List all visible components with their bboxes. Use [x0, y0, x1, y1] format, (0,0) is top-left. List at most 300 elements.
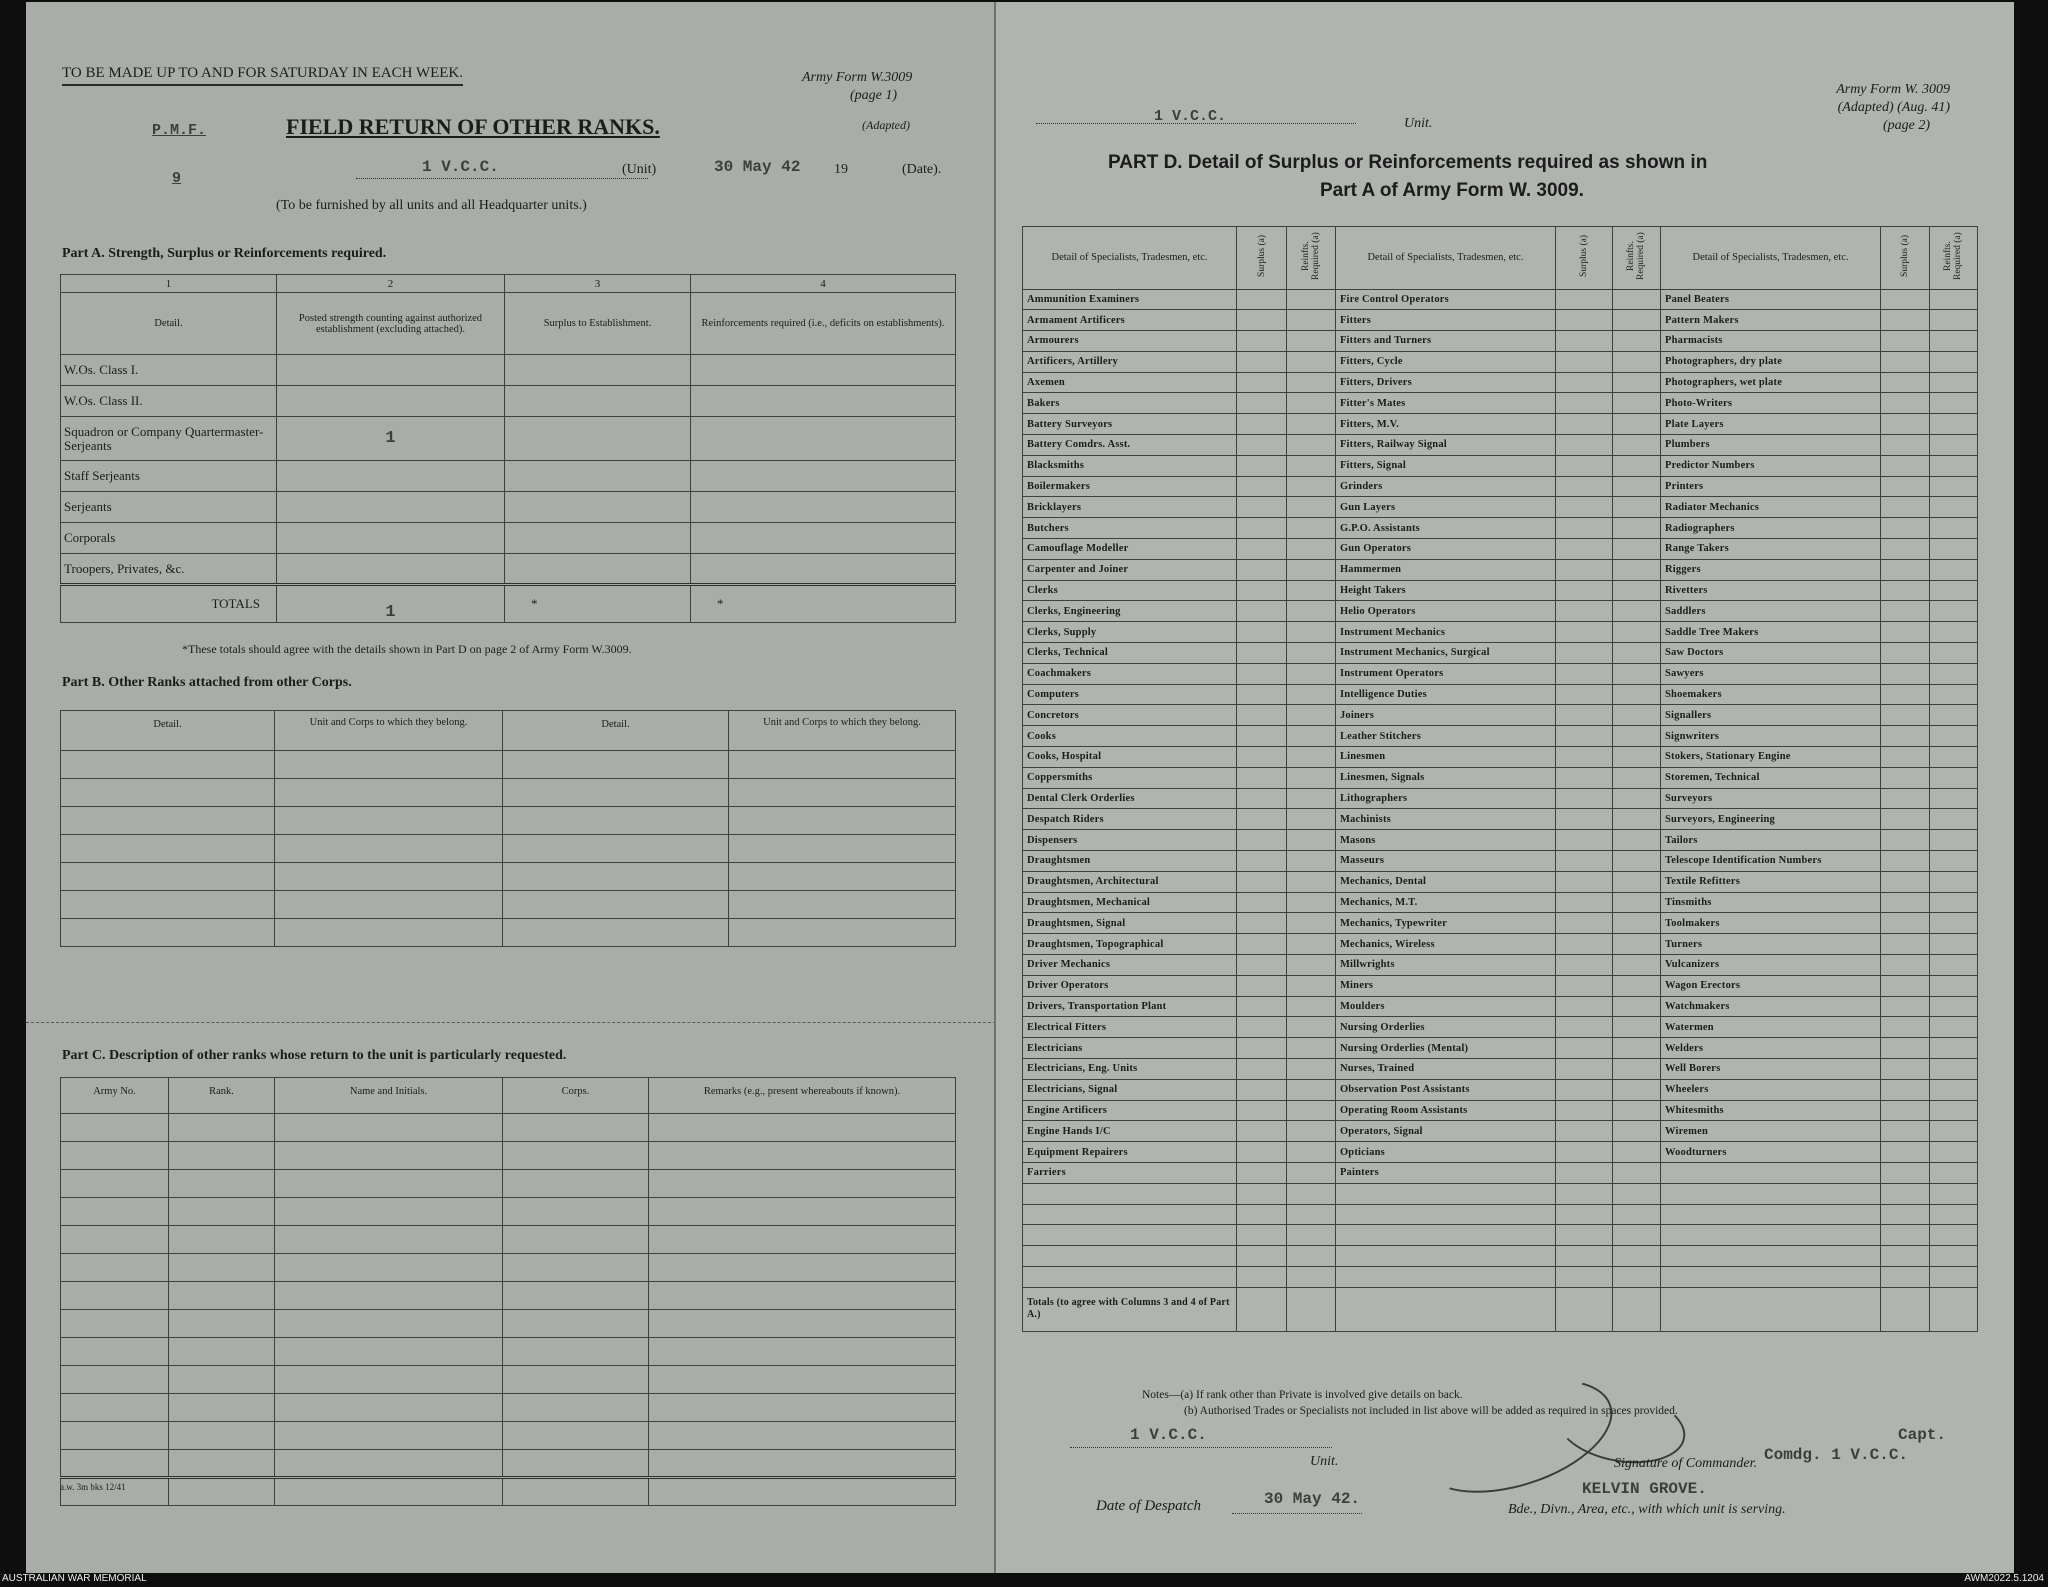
surplus-cell: [1556, 726, 1613, 747]
part-d-row: [1023, 1038, 1978, 1059]
typed-capt: Capt.: [1898, 1426, 1947, 1444]
part-d-blank-cell: [1929, 1225, 1978, 1246]
specialist-name: Vulcanizers: [1660, 955, 1880, 976]
reinfts-cell: [1612, 892, 1660, 913]
specialist-name: Draughtsmen, Mechanical: [1023, 892, 1237, 913]
reinfts-cell: [1287, 809, 1335, 830]
surplus-cell: [1556, 996, 1613, 1017]
specialist-name: Fitters and Turners: [1335, 331, 1555, 352]
specialist-name: Axemen: [1023, 372, 1237, 393]
reinfts-cell: [1612, 1121, 1660, 1142]
part-c-cell: [169, 1422, 275, 1450]
part-c-cell: [503, 1282, 649, 1310]
row-detail: W.Os. Class I.: [61, 355, 277, 386]
part-b-cell: [503, 779, 729, 807]
row-surplus: [505, 355, 691, 386]
reinfts-cell: [1929, 497, 1978, 518]
row-reinforcements: [691, 386, 956, 417]
specialist-name: Linesmen, Signals: [1335, 767, 1555, 788]
signature-caption: Signature of Commander.: [1614, 1456, 1757, 1471]
specialist-name: Photographers, dry plate: [1660, 351, 1880, 372]
surplus-cell: [1237, 476, 1287, 497]
surplus-cell: [1237, 809, 1287, 830]
part-a-table: [60, 274, 956, 623]
adapted-label: (Adapted): [862, 118, 910, 132]
specialist-name: Gun Layers: [1335, 497, 1555, 518]
reinfts-cell: [1929, 684, 1978, 705]
col-header-reinfts: Reinfts. Required (a): [1612, 227, 1660, 290]
reinfts-cell: [1929, 539, 1978, 560]
totals-reinforcements: *: [691, 585, 956, 623]
specialist-name: Pharmacists: [1660, 331, 1880, 352]
reinfts-cell: [1612, 1142, 1660, 1163]
part-c-cell: [275, 1310, 503, 1338]
part-d-row: [1023, 1162, 1978, 1183]
surplus-cell: [1237, 1100, 1287, 1121]
part-d-row: [1023, 934, 1978, 955]
part-b-cell: [275, 919, 503, 947]
reinfts-cell: [1929, 622, 1978, 643]
surplus-cell: [1556, 1038, 1613, 1059]
specialist-name: Operating Room Assistants: [1335, 1100, 1555, 1121]
part-b-cell: [503, 835, 729, 863]
part-d-blank-cell: [1881, 1225, 1929, 1246]
surplus-cell: [1881, 372, 1929, 393]
specialist-name: Wiremen: [1660, 1121, 1880, 1142]
reinfts-cell: [1287, 289, 1335, 310]
specialist-name: Watchmakers: [1660, 996, 1880, 1017]
row-reinforcements: [691, 355, 956, 386]
reinfts-cell: [1612, 726, 1660, 747]
surplus-cell: [1881, 1121, 1929, 1142]
surplus-cell: [1881, 497, 1929, 518]
reinfts-cell: [1929, 726, 1978, 747]
surplus-cell: [1556, 601, 1613, 622]
reinfts-cell: [1929, 580, 1978, 601]
part-c-cell: [649, 1366, 956, 1394]
surplus-cell: [1237, 663, 1287, 684]
reinfts-cell: [1287, 331, 1335, 352]
reinfts-cell: [1612, 788, 1660, 809]
specialist-name: Signwriters: [1660, 726, 1880, 747]
part-d-row: [1023, 643, 1978, 664]
reinfts-cell: [1287, 1162, 1335, 1183]
form-ref-page: (page 2): [1882, 118, 1930, 133]
part-b-cell: [503, 751, 729, 779]
row-detail: Serjeants: [61, 492, 277, 523]
surplus-cell: [1237, 455, 1287, 476]
specialist-name: Textile Refitters: [1660, 871, 1880, 892]
reinfts-cell: [1612, 1038, 1660, 1059]
specialist-name: Fitters, Railway Signal: [1335, 435, 1555, 456]
specialist-name: Fitters, Signal: [1335, 455, 1555, 476]
part-d-row: [1023, 1121, 1978, 1142]
col-header-corps: Corps.: [503, 1078, 649, 1114]
specialist-name: Wheelers: [1660, 1079, 1880, 1100]
part-d-blank-cell: [1287, 1204, 1335, 1225]
surplus-cell: [1881, 601, 1929, 622]
specialist-name: Storemen, Technical: [1660, 767, 1880, 788]
reinfts-cell: [1287, 643, 1335, 664]
col-header-unit-corps: Unit and Corps to which they belong.: [275, 711, 503, 751]
reinfts-cell: [1929, 414, 1978, 435]
part-c-cell: [649, 1478, 956, 1506]
reinfts-cell: [1287, 351, 1335, 372]
specialist-name: Nursing Orderlies: [1335, 1017, 1555, 1038]
part-d-row: [1023, 955, 1978, 976]
specialist-name: Dispensers: [1023, 830, 1237, 851]
specialist-name: Instrument Mechanics: [1335, 622, 1555, 643]
surplus-cell: [1556, 435, 1613, 456]
surplus-cell: [1556, 913, 1613, 934]
col-header-posted: Posted strength counting against authorized establishment (excluding attached).: [277, 293, 505, 355]
specialist-name: Hammermen: [1335, 559, 1555, 580]
reinfts-cell: [1612, 851, 1660, 872]
specialist-name: Nurses, Trained: [1335, 1058, 1555, 1079]
specialist-name: Mechanics, Dental: [1335, 871, 1555, 892]
specialist-name: Fitters: [1335, 310, 1555, 331]
part-c-cell: [275, 1338, 503, 1366]
surplus-cell: [1556, 622, 1613, 643]
surplus-cell: [1556, 393, 1613, 414]
part-b-cell: [275, 807, 503, 835]
reinfts-cell: [1612, 476, 1660, 497]
surplus-cell: [1237, 747, 1287, 768]
surplus-cell: [1881, 1058, 1929, 1079]
specialist-name: Gun Operators: [1335, 539, 1555, 560]
surplus-cell: [1881, 289, 1929, 310]
specialist-name: Intelligence Duties: [1335, 684, 1555, 705]
specialist-name: Despatch Riders: [1023, 809, 1237, 830]
specialist-name: Grinders: [1335, 476, 1555, 497]
reinfts-cell: [1287, 1142, 1335, 1163]
reinfts-cell: [1929, 871, 1978, 892]
part-c-cell: [61, 1450, 169, 1478]
reinfts-cell: [1612, 372, 1660, 393]
totals-label: TOTALS: [61, 585, 277, 623]
specialist-name: Printers: [1660, 476, 1880, 497]
part-c-cell: [649, 1114, 956, 1142]
specialist-name: Engine Artificers: [1023, 1100, 1237, 1121]
reinfts-cell: [1929, 663, 1978, 684]
despatch-label: Date of Despatch: [1096, 1498, 1201, 1514]
reinfts-cell: [1612, 1017, 1660, 1038]
totals-label: Totals (to agree with Columns 3 and 4 of Part A.): [1023, 1287, 1237, 1331]
reinfts-cell: [1929, 1100, 1978, 1121]
part-d-blank-cell: [1287, 1225, 1335, 1246]
part-d-blank-cell: [1660, 1266, 1880, 1287]
part-d-row: [1023, 747, 1978, 768]
surplus-cell: [1237, 1121, 1287, 1142]
part-c-cell: [649, 1450, 956, 1478]
surplus-cell: [1556, 1058, 1613, 1079]
reinfts-cell: [1612, 331, 1660, 352]
reinfts-cell: [1929, 1079, 1978, 1100]
totals-cell: [1929, 1287, 1978, 1331]
part-c-cell: [503, 1478, 649, 1506]
part-d-row: [1023, 372, 1978, 393]
reinfts-cell: [1287, 497, 1335, 518]
reinfts-cell: [1612, 767, 1660, 788]
part-d-blank-cell: [1287, 1266, 1335, 1287]
part-d-blank-cell: [1612, 1183, 1660, 1204]
part-d-blank-cell: [1612, 1225, 1660, 1246]
part-d-row: [1023, 559, 1978, 580]
totals-cell: [1612, 1287, 1660, 1331]
part-c-cell: [275, 1170, 503, 1198]
part-c-cell: [649, 1226, 956, 1254]
specialist-name: Cooks, Hospital: [1023, 747, 1237, 768]
specialist-name: Sawyers: [1660, 663, 1880, 684]
part-c-cell: [275, 1394, 503, 1422]
specialist-name: Whitesmiths: [1660, 1100, 1880, 1121]
row-surplus: [505, 554, 691, 585]
reinfts-cell: [1929, 851, 1978, 872]
reinfts-cell: [1612, 539, 1660, 560]
part-d-table: [1022, 226, 1978, 1332]
surplus-cell: [1881, 518, 1929, 539]
specialist-name: Ammunition Examiners: [1023, 289, 1237, 310]
reinfts-cell: [1929, 643, 1978, 664]
part-b-cell: [729, 779, 956, 807]
specialist-name: Draughtsmen, Architectural: [1023, 871, 1237, 892]
reinfts-cell: [1612, 705, 1660, 726]
specialist-name: Driver Mechanics: [1023, 955, 1237, 976]
part-d-row: [1023, 331, 1978, 352]
part-c-cell: [503, 1338, 649, 1366]
specialist-name: Machinists: [1335, 809, 1555, 830]
reinfts-cell: [1929, 331, 1978, 352]
part-d-blank-cell: [1335, 1183, 1555, 1204]
reinfts-cell: [1929, 518, 1978, 539]
specialist-name: Linesmen: [1335, 747, 1555, 768]
part-d-row: [1023, 518, 1978, 539]
surplus-cell: [1237, 1162, 1287, 1183]
row-surplus: [505, 523, 691, 554]
part-d-blank-row: [1023, 1246, 1978, 1267]
totals-cell: [1660, 1287, 1880, 1331]
surplus-cell: [1237, 830, 1287, 851]
note-b: (b) Authorised Trades or Specialists not included in list above will be added as required in spaces provided.: [1184, 1405, 1678, 1417]
row-posted: [277, 554, 505, 585]
page-title-line2: Part A of Army Form W. 3009.: [1320, 180, 1584, 201]
reinfts-cell: [1612, 1162, 1660, 1183]
specialist-name: Masons: [1335, 830, 1555, 851]
part-a-heading: Part A. Strength, Surplus or Reinforcements required.: [62, 246, 387, 261]
reinfts-cell: [1929, 809, 1978, 830]
despatch-dotline: [1232, 1512, 1362, 1514]
reinfts-cell: [1287, 767, 1335, 788]
part-b-cell: [275, 751, 503, 779]
part-c-cell: [275, 1226, 503, 1254]
specialist-name: Predictor Numbers: [1660, 455, 1880, 476]
part-d-row: [1023, 726, 1978, 747]
part-d-blank-cell: [1612, 1246, 1660, 1267]
part-d-blank-cell: [1881, 1204, 1929, 1225]
part-d-row: [1023, 601, 1978, 622]
part-b-cell: [729, 891, 956, 919]
row-detail: W.Os. Class II.: [61, 386, 277, 417]
part-d-blank-cell: [1881, 1266, 1929, 1287]
reinfts-cell: [1929, 934, 1978, 955]
reinfts-cell: [1929, 310, 1978, 331]
surplus-cell: [1237, 497, 1287, 518]
surplus-cell: [1556, 1079, 1613, 1100]
reinfts-cell: [1612, 1079, 1660, 1100]
reinfts-cell: [1612, 559, 1660, 580]
part-d-row: [1023, 1017, 1978, 1038]
specialist-name: Watermen: [1660, 1017, 1880, 1038]
col-header-detail: Detail.: [61, 711, 275, 751]
reinfts-cell: [1929, 351, 1978, 372]
surplus-cell: [1237, 372, 1287, 393]
specialist-name: Helio Operators: [1335, 601, 1555, 622]
part-c-cell: [503, 1450, 649, 1478]
part-c-cell: [275, 1142, 503, 1170]
surplus-cell: [1881, 684, 1929, 705]
specialist-name: Tinsmiths: [1660, 892, 1880, 913]
part-d-blank-cell: [1335, 1225, 1555, 1246]
date-label: (Date).: [902, 162, 942, 177]
unit-dotline: [356, 161, 648, 179]
specialist-name: Camouflage Modeller: [1023, 539, 1237, 560]
reinfts-cell: [1287, 747, 1335, 768]
part-d-blank-cell: [1556, 1225, 1613, 1246]
specialist-name: Driver Operators: [1023, 975, 1237, 996]
reinfts-cell: [1929, 747, 1978, 768]
surplus-cell: [1881, 726, 1929, 747]
reinfts-cell: [1287, 705, 1335, 726]
part-c-cell: [503, 1310, 649, 1338]
surplus-cell: [1556, 331, 1613, 352]
reinfts-cell: [1287, 1058, 1335, 1079]
part-c-cell: [169, 1366, 275, 1394]
specialist-name: Plumbers: [1660, 435, 1880, 456]
surplus-cell: [1556, 955, 1613, 976]
part-c-cell: [61, 1170, 169, 1198]
surplus-cell: [1237, 1079, 1287, 1100]
part-b-cell: [729, 919, 956, 947]
row-surplus: [505, 386, 691, 417]
surplus-cell: [1556, 663, 1613, 684]
specialist-name: Clerks, Technical: [1023, 643, 1237, 664]
part-c-cell: [649, 1338, 956, 1366]
part-d-row: [1023, 539, 1978, 560]
part-d-row: [1023, 663, 1978, 684]
reinfts-cell: [1612, 601, 1660, 622]
part-d-blank-cell: [1881, 1183, 1929, 1204]
reinfts-cell: [1612, 871, 1660, 892]
surplus-cell: [1556, 788, 1613, 809]
part-c-cell: [61, 1394, 169, 1422]
part-c-cell: [503, 1142, 649, 1170]
totals-surplus: *: [505, 585, 691, 623]
specialist-name: Riggers: [1660, 559, 1880, 580]
part-d-blank-cell: [1237, 1266, 1287, 1287]
reinfts-cell: [1929, 892, 1978, 913]
specialist-name: Computers: [1023, 684, 1237, 705]
reinfts-cell: [1612, 1058, 1660, 1079]
specialist-name: Armament Artificers: [1023, 310, 1237, 331]
part-c-cell: [649, 1310, 956, 1338]
specialist-name: Bakers: [1023, 393, 1237, 414]
surplus-cell: [1556, 289, 1613, 310]
specialist-name: Clerks: [1023, 580, 1237, 601]
reinfts-cell: [1287, 684, 1335, 705]
part-d-blank-cell: [1660, 1246, 1880, 1267]
surplus-cell: [1881, 767, 1929, 788]
col-header-detail: Detail.: [503, 711, 729, 751]
col-header-surplus: Surplus (a): [1556, 227, 1613, 290]
part-b-cell: [503, 891, 729, 919]
form-ref-adapted: (Adapted) (Aug. 41): [1837, 100, 1950, 115]
note-a: Notes—(a) If rank other than Private is involved give details on back.: [1142, 1389, 1463, 1401]
year-prefix: 19: [834, 162, 848, 177]
specialist-name: Joiners: [1335, 705, 1555, 726]
reinfts-cell: [1612, 830, 1660, 851]
specialist-name: Operators, Signal: [1335, 1121, 1555, 1142]
part-d-blank-cell: [1287, 1246, 1335, 1267]
reinfts-cell: [1929, 1121, 1978, 1142]
surplus-cell: [1237, 684, 1287, 705]
reinfts-cell: [1287, 476, 1335, 497]
specialist-name: Toolmakers: [1660, 913, 1880, 934]
part-c-cell: [649, 1254, 956, 1282]
part-d-row: [1023, 913, 1978, 934]
reinfts-cell: [1929, 830, 1978, 851]
part-c-cell: [649, 1198, 956, 1226]
part-d-blank-cell: [1929, 1183, 1978, 1204]
part-d-blank-cell: [1237, 1246, 1287, 1267]
reinfts-cell: [1287, 934, 1335, 955]
specialist-name: G.P.O. Assistants: [1335, 518, 1555, 539]
part-c-cell: [503, 1198, 649, 1226]
specialist-name: Lithographers: [1335, 788, 1555, 809]
surplus-cell: [1881, 414, 1929, 435]
reinfts-cell: [1287, 955, 1335, 976]
reinfts-cell: [1287, 1038, 1335, 1059]
specialist-name: [1660, 1162, 1880, 1183]
col-header-reinfts: Reinfts. Required (a): [1929, 227, 1978, 290]
surplus-cell: [1556, 767, 1613, 788]
row-detail: Troopers, Privates, &c.: [61, 554, 277, 585]
part-c-cell: [61, 1114, 169, 1142]
specialist-name: Fitters, Drivers: [1335, 372, 1555, 393]
unit-label: (Unit): [622, 162, 657, 177]
typed-area: KELVIN GROVE.: [1582, 1480, 1707, 1498]
surplus-cell: [1556, 1121, 1613, 1142]
part-c-cell: [275, 1366, 503, 1394]
reinfts-cell: [1287, 601, 1335, 622]
specialist-name: Draughtsmen, Signal: [1023, 913, 1237, 934]
surplus-cell: [1881, 1079, 1929, 1100]
totals-cell: [1556, 1287, 1613, 1331]
specialist-name: Coppersmiths: [1023, 767, 1237, 788]
part-d-row: [1023, 310, 1978, 331]
form-ref-page: (page 1): [850, 88, 898, 103]
surplus-cell: [1556, 851, 1613, 872]
reinfts-cell: [1287, 435, 1335, 456]
specialist-name: Miners: [1335, 975, 1555, 996]
part-c-cell: [169, 1254, 275, 1282]
surplus-cell: [1237, 559, 1287, 580]
surplus-cell: [1556, 684, 1613, 705]
page-title: PART D. Detail of Surplus or Reinforcements required as shown in: [1108, 152, 1708, 173]
row-detail: Corporals: [61, 523, 277, 554]
part-d-row: [1023, 1079, 1978, 1100]
reinfts-cell: [1612, 684, 1660, 705]
part-c-cell: [169, 1338, 275, 1366]
